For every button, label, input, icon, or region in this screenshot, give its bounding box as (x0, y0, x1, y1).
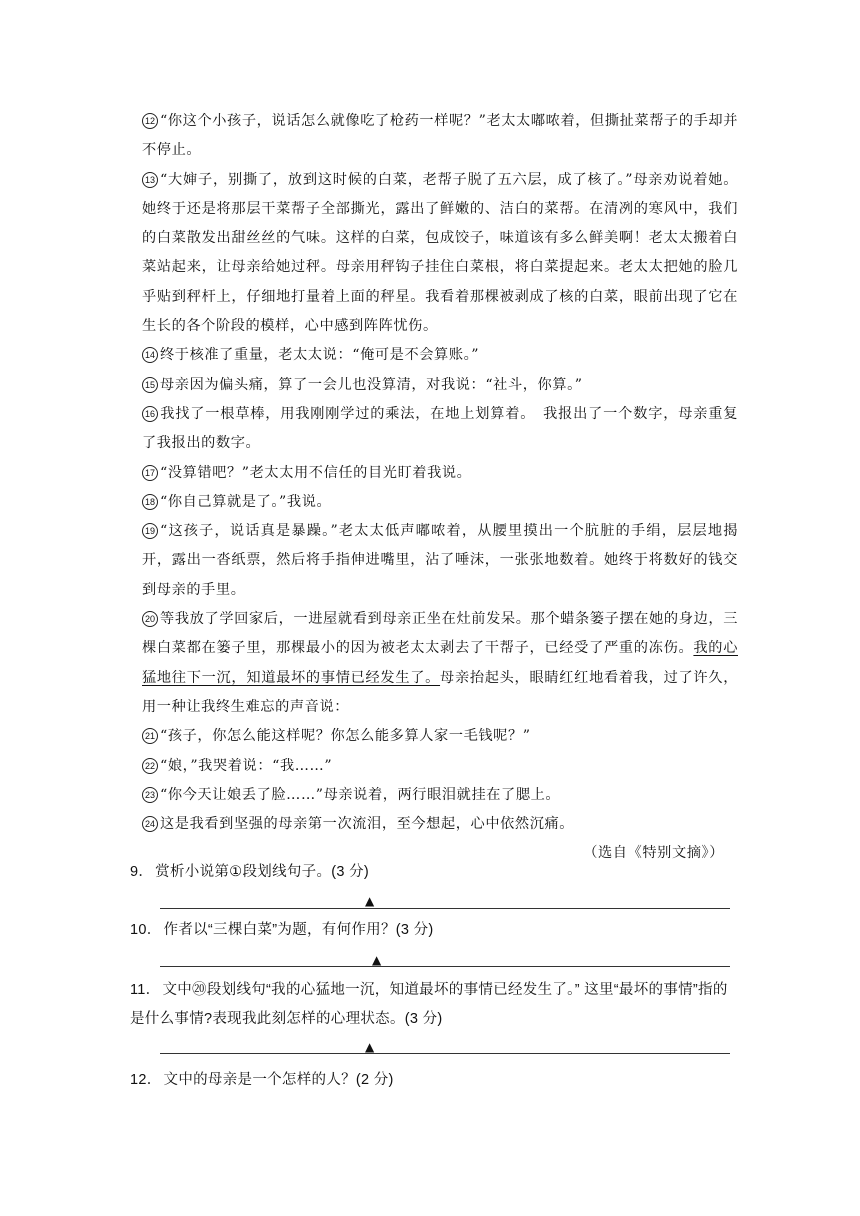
paragraph-14 (142, 341, 738, 370)
paragraph-number: 12 (142, 113, 158, 129)
paragraph-number: 18 (142, 494, 158, 510)
question-number: 10． (130, 922, 162, 938)
question-10 (130, 916, 730, 945)
paragraph-17 (142, 459, 738, 488)
answer-marker-icon: ▲ (365, 1040, 375, 1054)
paragraph-24 (142, 810, 738, 839)
answer-line[interactable] (160, 966, 730, 967)
paragraph-20 (142, 605, 738, 722)
paragraph-text: 等我放了学回家后，一进屋就看到母亲正坐在灶前发呆。那个蜡条篓子摆在她的身边，三棵白菜都在篓子里，那棵最小的因为被老太太剥去了干帮子，已经受了严重的冻伤。 (142, 611, 738, 657)
paragraph-13 (142, 166, 738, 342)
paragraph-number: 16 (142, 406, 158, 422)
paragraph-22 (142, 752, 738, 781)
paragraph-text: 母亲抬起头，眼睛红红地看着我，过了许久，用一种让我终生难忘的声音说： (142, 669, 738, 715)
paragraph-text: “没算错吧？”老太太用不信任的目光盯着我说。 (160, 464, 472, 481)
question-text: 文中⑳段划线句“我的心猛地一沉，知道最坏的事情已经发生了。” 这里“最坏的事情”指的是什么事情?表现我此刻怎样的心理状态。(3 分) (130, 982, 728, 1027)
paragraph-23 (142, 781, 738, 810)
paragraph-text: “娘，”我哭着说：“我……” (160, 757, 333, 774)
answer-marker-icon: ▲ (365, 894, 375, 908)
paragraph-19 (142, 517, 738, 605)
question-number: 11． (130, 982, 161, 998)
paragraph-number: 17 (142, 465, 158, 481)
question-text: 文中的母亲是一个怎样的人？(2 分) (163, 1072, 394, 1088)
answer-marker-icon: ▲ (372, 953, 382, 967)
paragraph-text: “你这个小孩子，说话怎么就像吃了枪药一样呢？”老太太嘟哝着，但撕扯菜帮子的手却并不停止。 (142, 113, 738, 159)
paragraph-number: 20 (142, 611, 158, 627)
paragraph-16 (142, 400, 738, 459)
paragraph-text: “孩子，你怎么能这样呢？你怎么能多算人家一毛钱呢？” (160, 728, 531, 745)
paragraph-18 (142, 488, 738, 517)
question-text: 赏析小说第①段划线句子。(3 分) (155, 864, 370, 880)
paragraph-15 (142, 371, 738, 400)
story-text (142, 107, 738, 869)
paragraph-number: 23 (142, 787, 158, 803)
paragraph-number: 15 (142, 377, 158, 393)
question-12 (130, 1066, 730, 1095)
question-11 (130, 976, 730, 1034)
paragraph-number: 22 (142, 758, 158, 774)
paragraph-number: 24 (142, 816, 158, 832)
paragraph-number: 13 (142, 172, 158, 188)
question-number: 9． (130, 864, 154, 880)
paragraph-text: “你今天让娘丢了脸……”母亲说着，两行眼泪就挂在了腮上。 (160, 786, 561, 803)
paragraph-21 (142, 722, 738, 751)
paragraph-text: “大婶子，别撕了，放到这时候的白菜，老帮子脱了五六层，成了核了。”母亲劝说着她。她终于还是将那层干菜帮子全部撕光，露出了鲜嫩的、洁白的菜帮。在清冽的寒风中，我们的白菜散发出甜丝丝的气味。这样的白菜，包成饺子，味道该有多么鲜美啊！老太太搬着白菜站起来，让母亲给她过秤。母亲用秤钩子挂住白菜根，将白菜提起来。老太太把她的脸几乎贴到秤杆上，仔细地打量着上面的秤星。我看着那棵被剥成了核的白菜，眼前出现了它在生长的各个阶段的模样，心中感到阵阵忧伤。 (142, 171, 738, 335)
paragraph-number: 19 (142, 523, 158, 539)
paragraph-text: 终于核准了重量，老太太说：“俺可是不会算账。” (160, 347, 480, 364)
paragraph-12 (142, 107, 738, 166)
question-text: 作者以“三棵白菜”为题，有何作用？(3 分) (163, 922, 434, 938)
paragraph-text: “这孩子，说话真是暴躁。”老太太低声嘟哝着，从腰里摸出一个肮脏的手绢，层层地揭开，露出一沓纸票，然后将手指伸进嘴里，沾了唾沫，一张张地数着。她终于将数好的钱交到母亲的手里。 (142, 523, 738, 598)
paragraph-text: “你自己算就是了。”我说。 (160, 493, 332, 510)
paragraph-text: 我找了一根草棒，用我刚刚学过的乘法，在地上划算着。 我报出了一个数字，母亲重复了我报出的数字。 (142, 405, 738, 452)
question-9 (130, 858, 730, 887)
source-citation: （选自《特别文摘》） (583, 845, 724, 862)
underlined-sentence: 我的心猛地往下一沉，知道最坏的事情已经发生了。 (142, 640, 738, 686)
paragraph-number: 14 (142, 347, 158, 363)
paragraph-text: 母亲因为偏头痛，算了一会儿也没算清，对我说：“社斗，你算。” (160, 376, 583, 393)
paragraph-text: 这是我看到坚强的母亲第一次流泪，至今想起，心中依然沉痛。 (160, 816, 575, 833)
paragraph-number: 21 (142, 728, 158, 744)
answer-line[interactable] (160, 1053, 730, 1054)
answer-line[interactable] (160, 908, 730, 909)
question-number: 12． (130, 1072, 162, 1088)
